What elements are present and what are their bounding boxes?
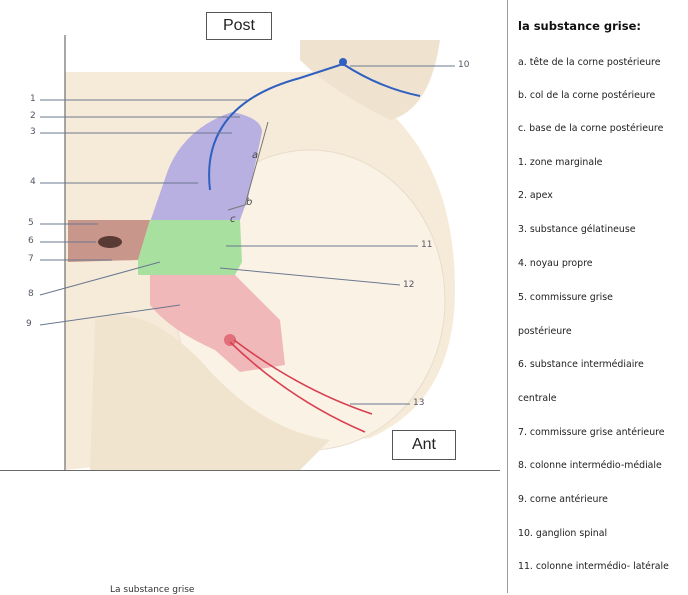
legend-item: 3. substance gélatineuse — [518, 224, 636, 235]
callout-6: 6 — [28, 236, 34, 246]
legend-item: c. base de la corne postérieure — [518, 123, 664, 134]
legend-item: 10. ganglion spinal — [518, 528, 608, 539]
legend-item: a. tête de la corne postérieure — [518, 57, 661, 68]
callout-8: 8 — [28, 289, 34, 299]
intermediate-zone — [138, 220, 242, 275]
legend-item: 2. apex — [518, 190, 553, 201]
callout-10: 10 — [458, 60, 470, 70]
figure-caption: La substance grise — [110, 585, 195, 595]
legend-item: postérieure — [518, 326, 572, 337]
callout-4: 4 — [30, 177, 36, 187]
legend-item: 1. zone marginale — [518, 157, 603, 168]
posterior-label: Post — [206, 12, 272, 40]
callout-1: 1 — [30, 94, 36, 104]
legend-item: 8. colonne intermédio-médiale — [518, 460, 662, 471]
motor-neuron — [224, 334, 236, 346]
callout-7: 7 — [28, 254, 34, 264]
legend-panel — [507, 0, 688, 593]
legend-item: b. col de la corne postérieure — [518, 90, 656, 101]
callout-13: 13 — [413, 398, 425, 408]
callout-12: 12 — [403, 280, 415, 290]
anterior-label: Ant — [392, 430, 456, 460]
callout-3: 3 — [30, 127, 36, 137]
callout-5: 5 — [28, 218, 34, 228]
central-canal — [98, 236, 122, 248]
callout-b: b — [246, 197, 253, 208]
legend-item: 9. corne antérieure — [518, 494, 608, 505]
callout-c: c — [230, 214, 236, 225]
legend-item: centrale — [518, 393, 557, 404]
legend-item: 11. colonne intermédio- latérale — [518, 561, 669, 572]
legend-item: 6. substance intermédiaire — [518, 359, 644, 370]
legend-item: 5. commissure grise — [518, 292, 613, 303]
callout-2: 2 — [30, 111, 36, 121]
callout-11: 11 — [421, 240, 433, 250]
legend-title: la substance grise: — [518, 19, 641, 33]
callout-9: 9 — [26, 319, 32, 329]
legend-item: 7. commissure grise antérieure — [518, 427, 665, 438]
legend-item: 4. noyau propre — [518, 258, 593, 269]
ganglion-spinal — [339, 58, 347, 66]
callout-a: a — [252, 150, 259, 161]
